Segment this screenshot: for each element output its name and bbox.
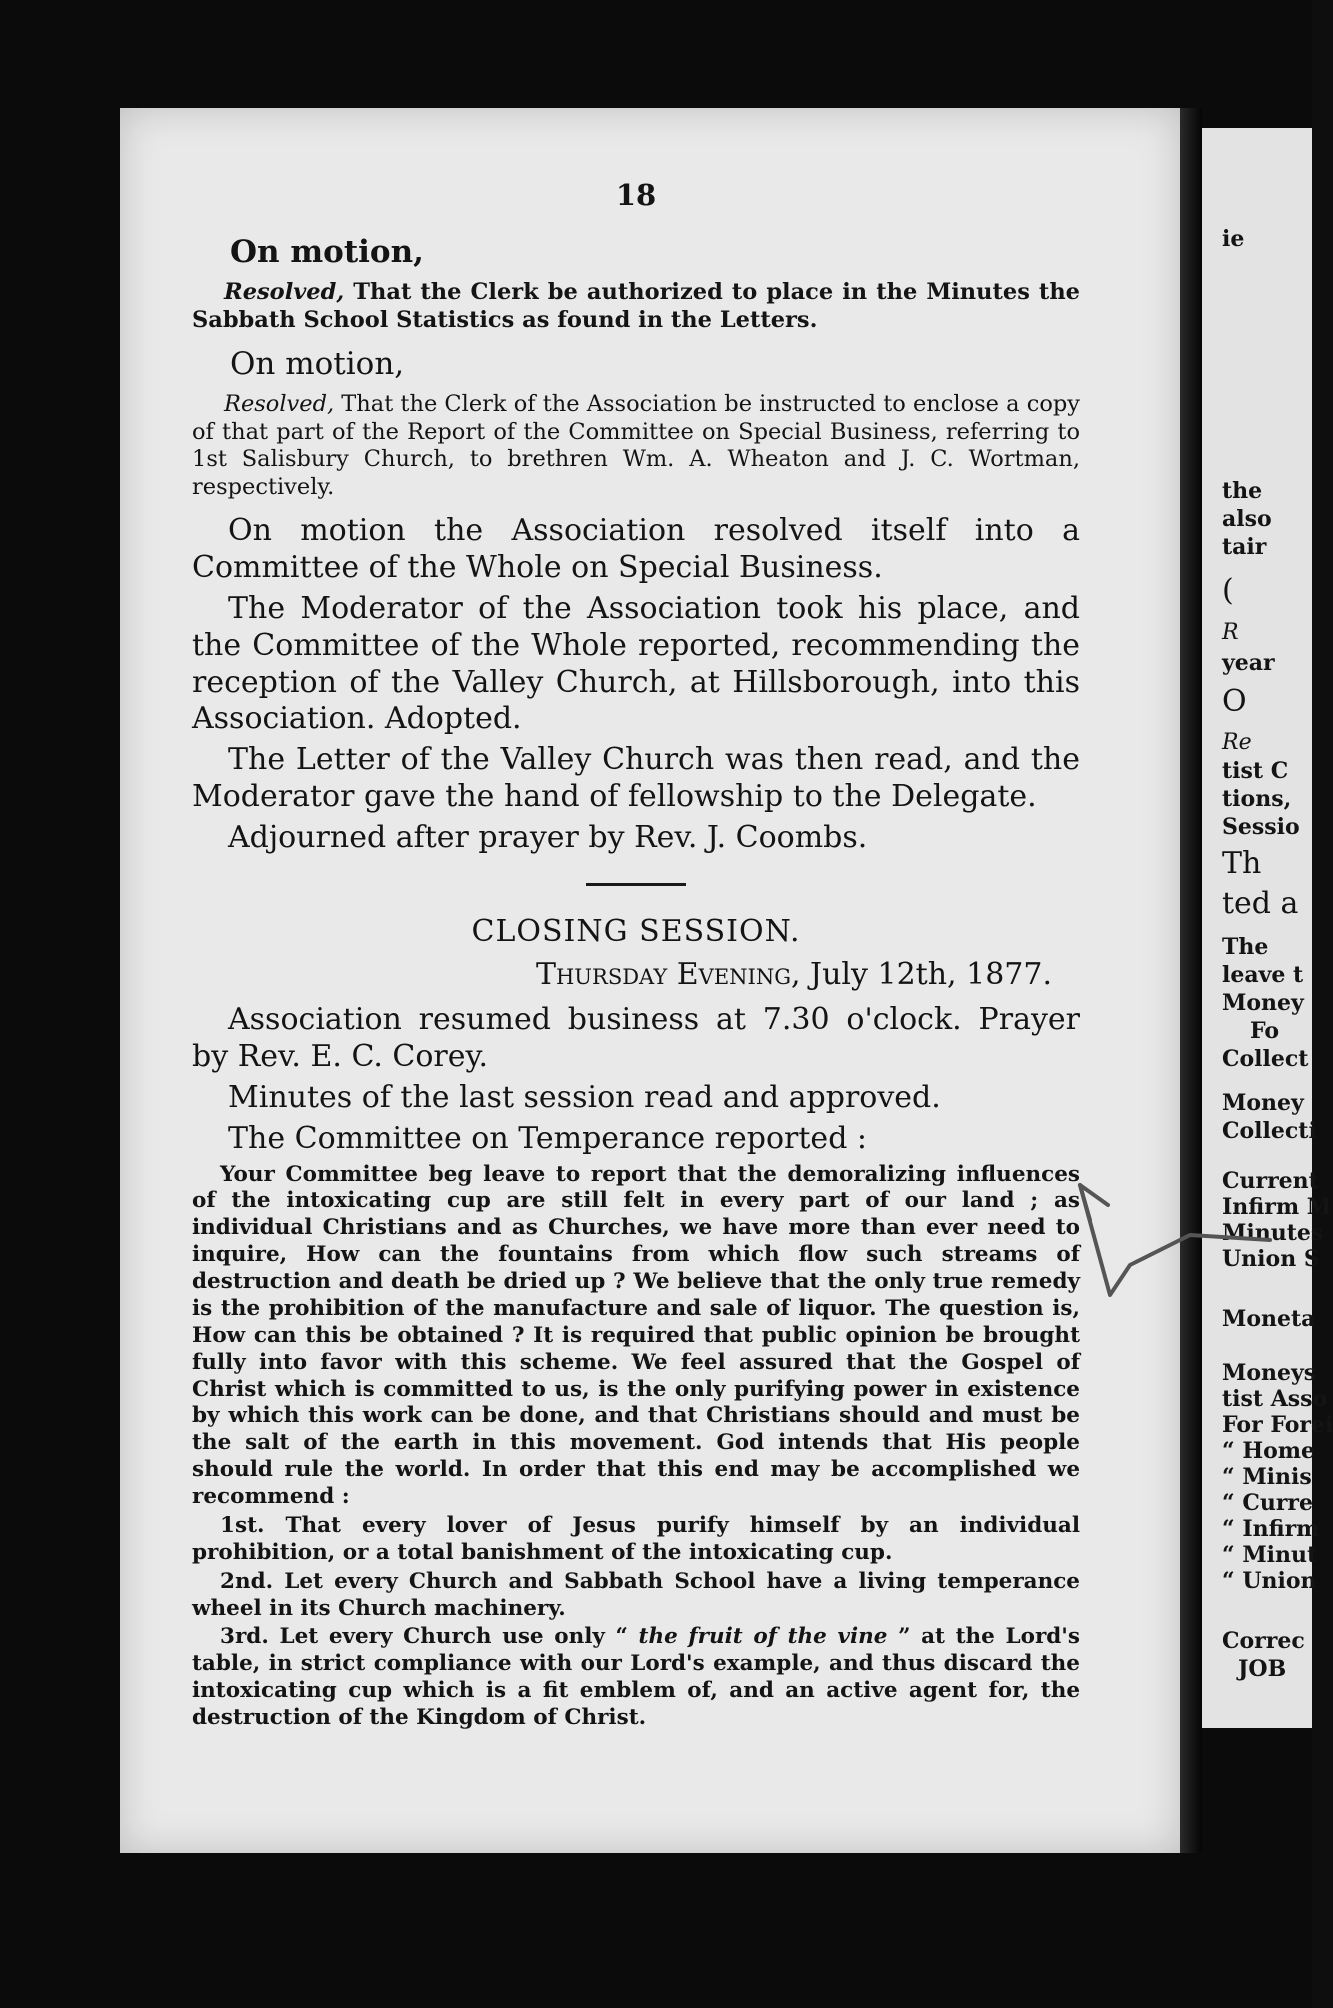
motion-heading: On motion, (230, 234, 424, 270)
temperance-report (192, 1162, 1080, 1732)
facing-text-fragment: “ Union (1222, 1568, 1317, 1594)
facing-text-fragment: Fo (1250, 1018, 1280, 1044)
facing-text-fragment: Collecti (1222, 1118, 1317, 1144)
book-page-left (120, 108, 1180, 1853)
report-item: 1st. That every lover of Jesus purify himself by an individual prohibition, or a total banishment of the intoxicating cup. (192, 1512, 1080, 1565)
facing-text-fragment: “ Home (1222, 1438, 1316, 1464)
body-paragraph: Adjourned after prayer by Rev. J. Coombs. (228, 820, 868, 856)
dateline-day: Thursday Evening, (535, 957, 801, 993)
page-number: 18 (615, 178, 657, 212)
session-dateline (192, 957, 1052, 992)
facing-text-fragment: “ Curre (1222, 1490, 1313, 1516)
resolution-text: That the Clerk of the Association be instructed to enclose a copy of that part of the Report of the Committee on Special Business, referring to 1st Salisbury Church, to brethren Wm. A. Wheaton and J. C. Wortman, respectively. (192, 391, 1080, 500)
motion-heading: On motion, (230, 346, 405, 383)
facing-text-fragment: tions, (1222, 786, 1292, 812)
facing-text-fragment: ted a (1222, 886, 1299, 921)
resolution-text: That the Clerk be authorized to place in the Minutes the Sabbath School Statistics as found in the Letters. (192, 279, 1080, 333)
facing-text-fragment: O (1222, 684, 1247, 719)
book-page-right-fragment (1202, 128, 1333, 1728)
facing-text-fragment: Re (1222, 730, 1252, 755)
facing-text-fragment: tair (1222, 534, 1267, 560)
resolution-paragraph (192, 391, 1080, 501)
report-body: Your Committee beg leave to report that the demoralizing influences of the intoxicating cup are still felt in every part of our land ; as individual Christians and as Churches, we have more than ever need to inquire, How can the fountains from which flow such streams of destruction and death be dried up ? We believe that the only true remedy is the prohibition of the manufacture and sale of liquor. The question is, How can this be obtained ? It is required that public opinion be brought fully into favor with this scheme. We feel assured that the Gospel of Christ which is committed to us, is the only purifying power in existence by which this work can be done, and that Christians should and must be the salt of the earth in this movement. God intends that His people should rule the world. In order that this end may be accomplished we recommend : (192, 1161, 1080, 1510)
facing-text-fragment: leave t (1222, 962, 1304, 988)
resolution-paragraph (192, 279, 1080, 334)
session-heading: CLOSING SESSION. (471, 914, 801, 950)
body-paragraph: The Moderator of the Association took his place, and the Committee of the Whole reported, recommending the reception of the Valley Church, at Hillsborough, into this Association. Adopted. (192, 590, 1080, 737)
facing-text-fragment: tist C (1222, 758, 1289, 784)
facing-text-fragment: Union S (1222, 1246, 1320, 1272)
resolved-lead: Resolved, (224, 391, 335, 418)
section-divider (586, 883, 686, 886)
facing-text-fragment: also (1222, 506, 1272, 532)
facing-text-fragment: year (1222, 650, 1275, 676)
facing-text-fragment: Moneys (1222, 1360, 1317, 1386)
facing-text-fragment: JOB (1238, 1656, 1287, 1682)
facing-text-fragment: Correc (1222, 1628, 1305, 1654)
facing-text-fragment: For Forei (1222, 1412, 1333, 1438)
facing-text-fragment: “ Minut (1222, 1542, 1318, 1568)
facing-text-fragment: Collect (1222, 1046, 1309, 1072)
facing-text-fragment: Money (1222, 1090, 1304, 1116)
resolved-lead: Resolved, (224, 279, 345, 306)
report-item (192, 1624, 1080, 1732)
facing-text-fragment: “ Infirm (1222, 1516, 1320, 1542)
report-item: 2nd. Let every Church and Sabbath School have a living temperance wheel in its Church machinery. (192, 1568, 1080, 1621)
facing-text-fragment: The (1222, 934, 1269, 960)
facing-text-fragment: Minutes (1222, 1220, 1324, 1246)
body-paragraph: The Letter of the Valley Church was then read, and the Moderator gave the hand of fellowship to the Delegate. (192, 742, 1080, 815)
facing-text-fragment: Money (1222, 990, 1304, 1016)
facing-text-fragment: ie (1222, 226, 1245, 252)
page-text-block (192, 178, 1080, 1734)
report-item-text: 3rd. Let every Church use only “ (220, 1624, 639, 1650)
quoted-phrase: the fruit of the vine (638, 1624, 888, 1650)
body-paragraph: On motion the Association resolved itself into a Committee of the Whole on Special Business. (192, 513, 1080, 585)
body-paragraph: Minutes of the last session read and approved. (228, 1079, 941, 1115)
body-paragraph: Association resumed business at 7.30 o'clock. Prayer by Rev. E. C. Corey. (192, 1002, 1080, 1074)
facing-text-fragment: Infirm M (1222, 1194, 1332, 1220)
facing-text-fragment: “ Minis (1222, 1464, 1312, 1490)
report-item-text: ” at the Lord's table, in strict compliance with our Lord's example, and thus discard the intoxicating cup which is a fit emblem of, and an active agent for, the destruction of the Kingdom of Christ. (192, 1624, 1080, 1731)
handwritten-arrow-mark (1070, 1175, 1270, 1305)
facing-text-fragment: Sessio (1222, 814, 1300, 840)
dateline-date: July 12th, 1877. (800, 957, 1052, 993)
facing-text-fragment: Th (1222, 846, 1262, 881)
facing-text-fragment: Moneta (1222, 1306, 1316, 1332)
book-gutter (1180, 108, 1202, 1853)
facing-text-fragment: Current (1222, 1168, 1319, 1194)
body-paragraph: The Committee on Temperance reported : (228, 1120, 868, 1156)
facing-text-fragment: ( (1222, 573, 1234, 608)
facing-text-fragment: the (1222, 478, 1263, 504)
facing-text-fragment: tist Asso (1222, 1386, 1328, 1412)
facing-text-fragment: R (1222, 620, 1239, 645)
